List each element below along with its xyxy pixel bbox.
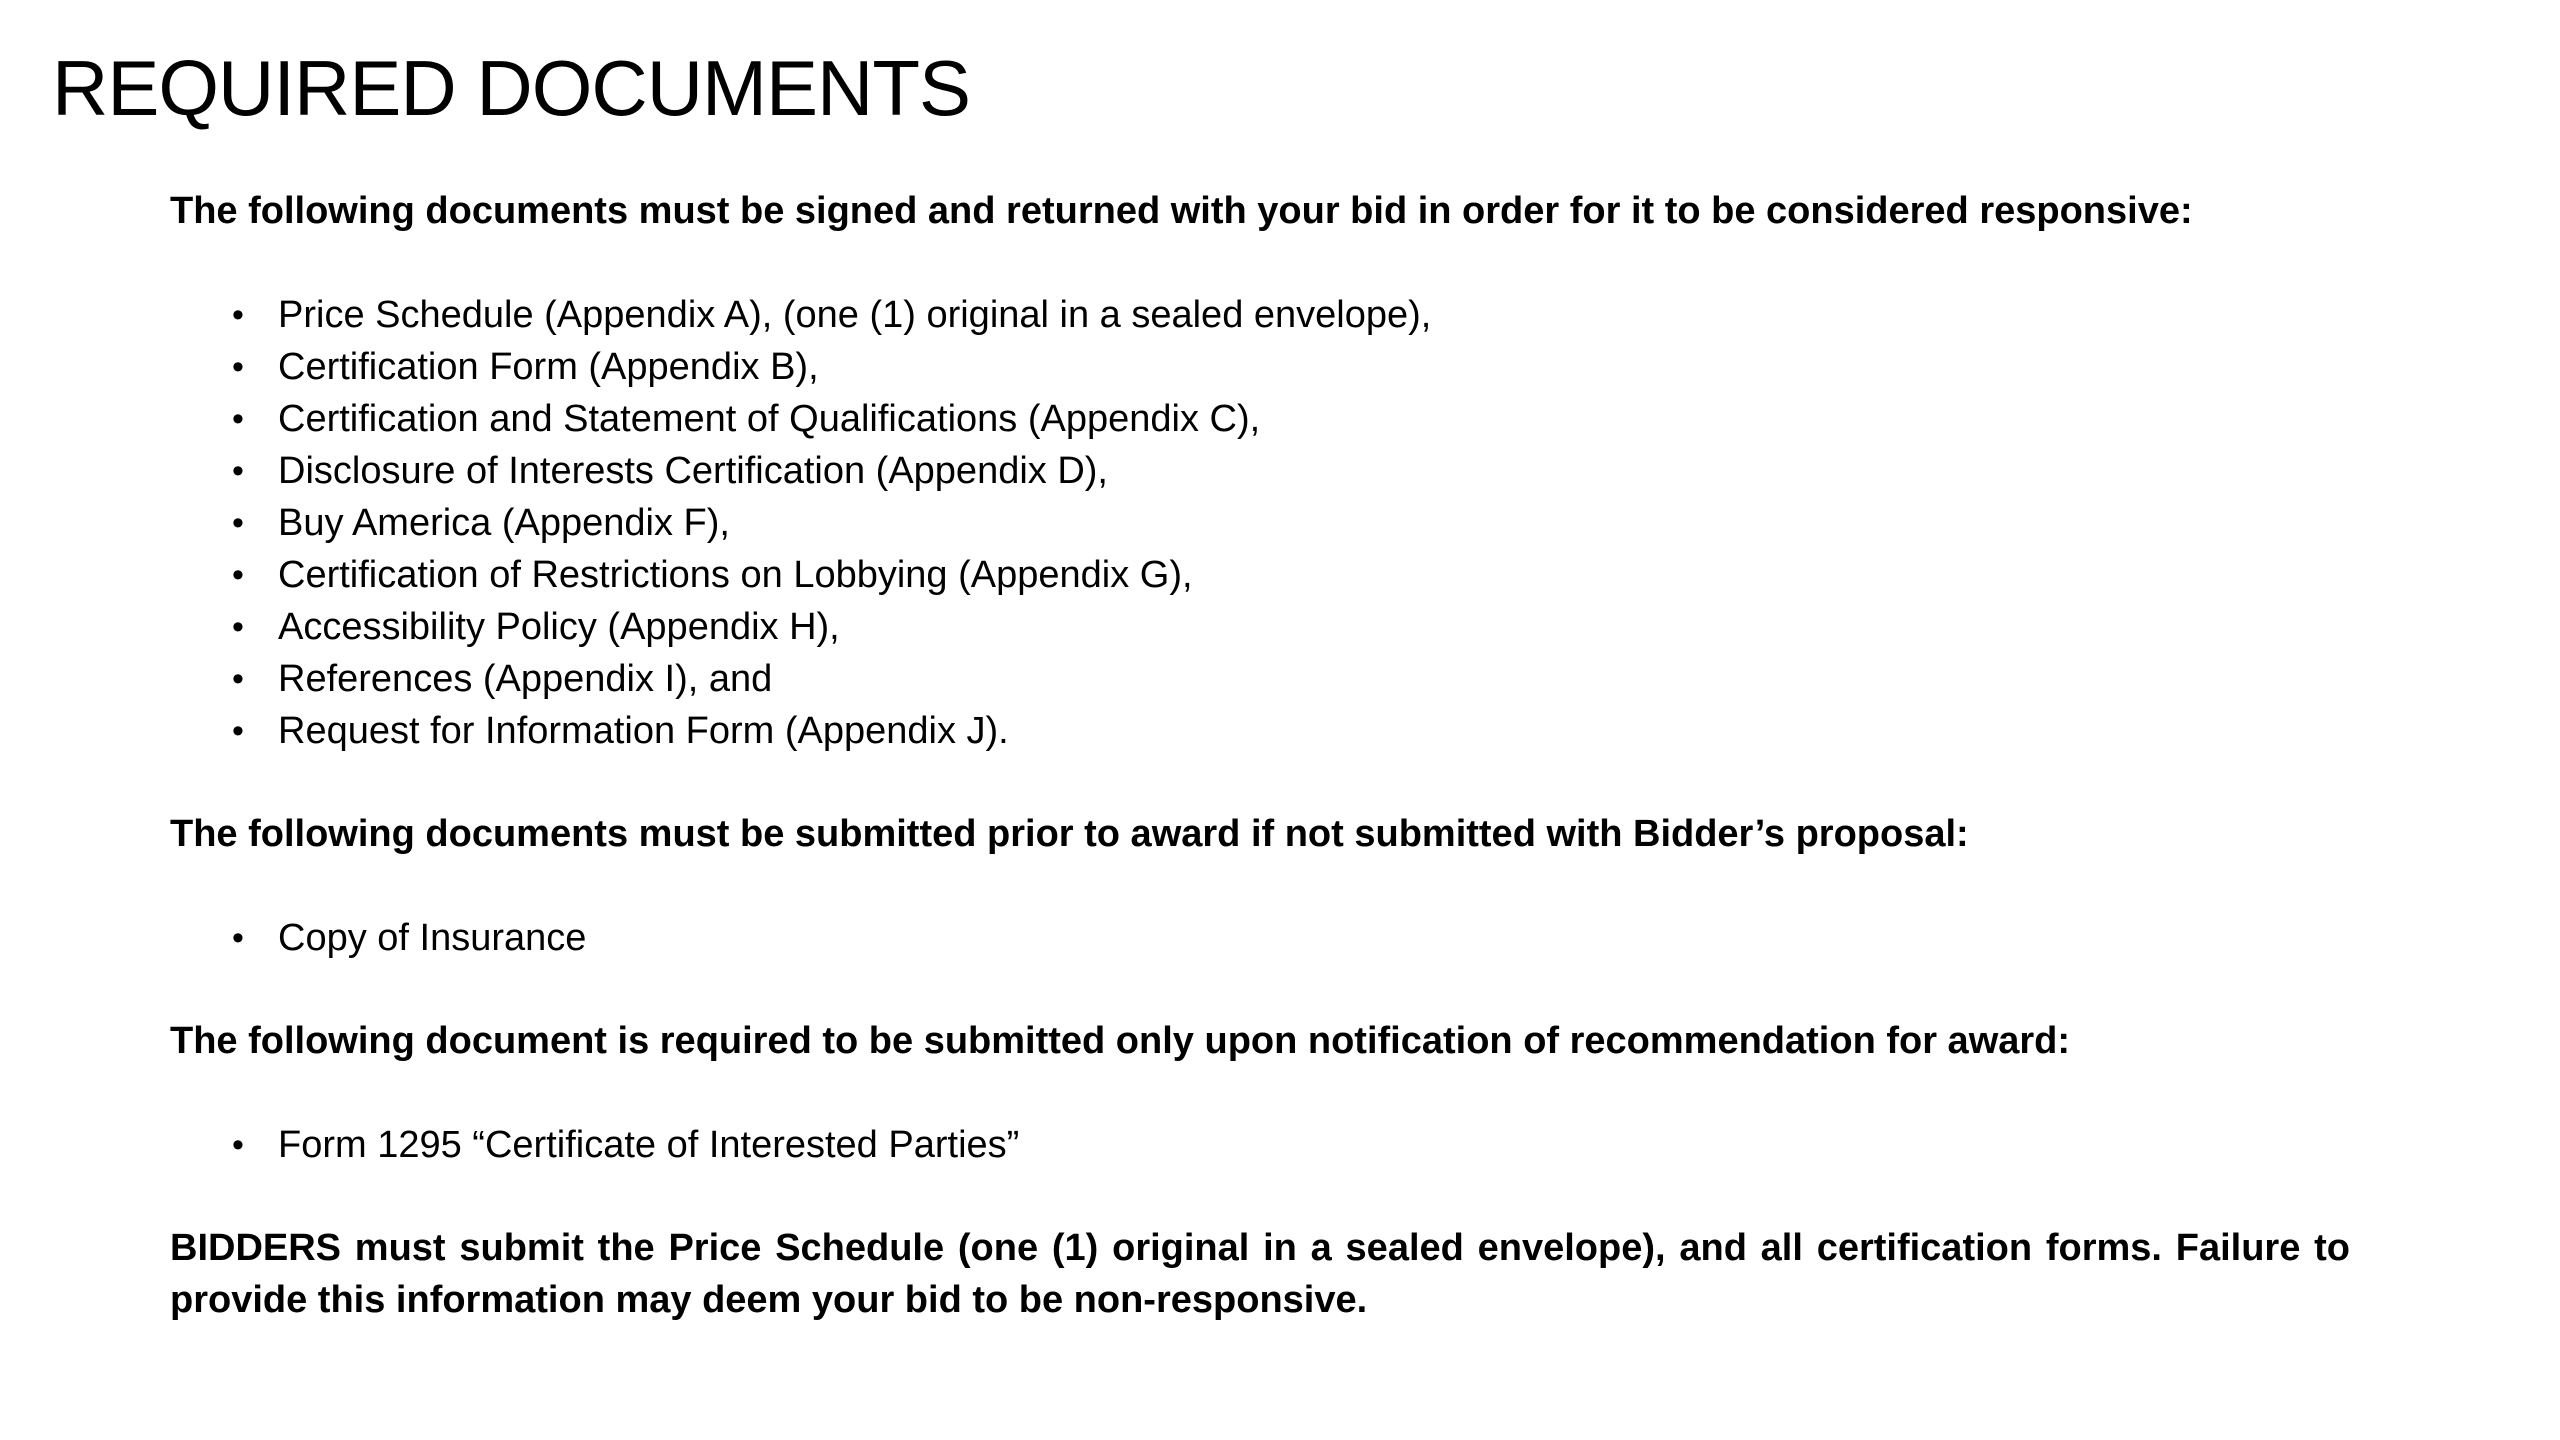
bullet-icon: • (232, 556, 244, 594)
list-item-text: Copy of Insurance (278, 917, 587, 959)
list-item (232, 445, 2350, 497)
list-item (232, 549, 2350, 601)
list-item (232, 289, 2350, 341)
closing-statement: BIDDERS must submit the Price Schedule (one (1) original in a sealed envelope), and all certification forms. Failure to provide this information may deem your bid to be non-responsive. (170, 1227, 2350, 1321)
bullet-icon: • (232, 400, 244, 438)
bullet-icon: • (232, 660, 244, 698)
bullet-icon: • (232, 452, 244, 490)
list-item (232, 393, 2350, 445)
list-item (232, 1119, 2350, 1171)
bullet-icon: • (232, 919, 244, 957)
list-item (232, 653, 2350, 705)
list-item-text: Disclosure of Interests Certification (Appendix D), (278, 450, 1108, 492)
upon-notification-list (170, 1119, 2350, 1171)
bullet-icon: • (232, 296, 244, 334)
list-item (232, 341, 2350, 393)
signed-documents-list (170, 289, 2350, 757)
list-item-text: Request for Information Form (Appendix J). (278, 710, 1009, 752)
list-item (232, 497, 2350, 549)
bullet-icon: • (232, 608, 244, 646)
list-item-text: Certification Form (Appendix B), (278, 346, 819, 388)
list-item (232, 705, 2350, 757)
document-body (170, 185, 2350, 1326)
spacer (170, 1067, 2350, 1119)
bullet-icon: • (232, 712, 244, 750)
bullet-icon: • (232, 1126, 244, 1164)
list-item-text: Buy America (Appendix F), (278, 502, 730, 544)
list-item-text: Certification of Restrictions on Lobbying (Appendix G), (278, 554, 1193, 596)
list-item (232, 912, 2350, 964)
list-item-text: Certification and Statement of Qualifications (Appendix C), (278, 398, 1261, 440)
bullet-icon: • (232, 504, 244, 542)
page-title: REQUIRED DOCUMENTS (52, 44, 971, 132)
list-item (232, 601, 2350, 653)
prior-to-award-list (170, 912, 2350, 964)
spacer (170, 964, 2350, 1015)
spacer (170, 860, 2350, 912)
list-item-text: References (Appendix I), and (278, 658, 773, 700)
spacer (170, 237, 2350, 289)
bullet-icon: • (232, 348, 244, 386)
spacer (170, 1171, 2350, 1222)
list-item-text: Form 1295 “Certificate of Interested Parties” (278, 1124, 1020, 1166)
section-heading-signed-documents: The following documents must be signed and returned with your bid in order for it to be considered responsive: (170, 190, 2193, 232)
spacer (170, 757, 2350, 808)
list-item-text: Accessibility Policy (Appendix H), (278, 606, 840, 648)
list-item-text: Price Schedule (Appendix A), (one (1) original in a sealed envelope), (278, 294, 1432, 336)
section-heading-upon-notification: The following document is required to be submitted only upon notification of recommendation for award: (170, 1020, 2071, 1062)
section-heading-prior-to-award: The following documents must be submitted prior to award if not submitted with Bidder’s proposal: (170, 813, 1969, 855)
